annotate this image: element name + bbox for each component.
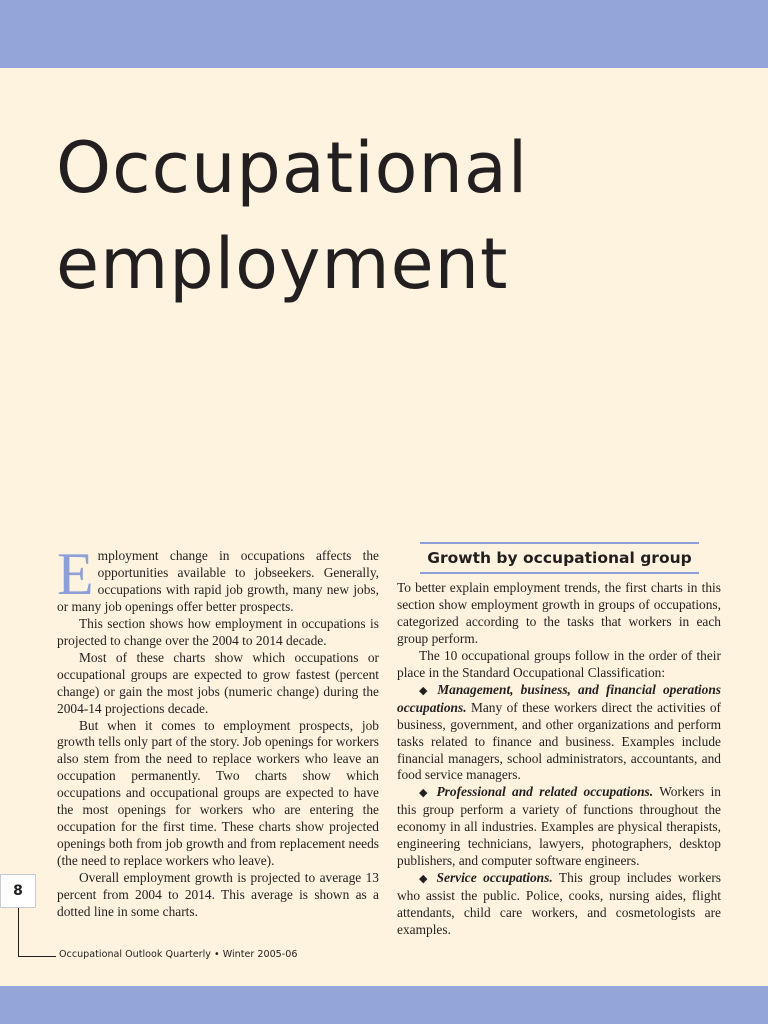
intro-text: mployment change in occupations affects the opportunities available to jobseekers. Generally, occupations with rapid job growth, many new jobs, or many job openings offer better prospects. [57, 548, 379, 614]
footer-rule-horizontal [18, 956, 56, 957]
title-line-1: Occupational [56, 127, 529, 209]
diamond-bullet-icon: ◆ [419, 684, 432, 697]
group-item [397, 870, 721, 939]
diamond-bullet-icon: ◆ [419, 787, 431, 800]
diamond-bullet-icon: ◆ [419, 873, 431, 886]
group-item [397, 682, 721, 785]
paragraph-5: Overall employment growth is projected to average 13 percent from 2004 to 2014. This average is shown as a dotted line in some charts. [57, 870, 379, 920]
intro-paragraph [57, 541, 379, 616]
group-item [397, 784, 721, 870]
right-paragraph-1: To better explain employment trends, the first charts in this section show employment growth in groups of occupations, categorized according to the tasks that workers in each group perform. [397, 580, 721, 646]
page-number: 8 [0, 874, 36, 908]
footer-text: Occupational Outlook Quarterly • Winter 2005-06 [59, 949, 298, 960]
drop-cap: E [57, 541, 94, 607]
right-column [397, 580, 721, 939]
paragraph-3: Most of these charts show which occupations or occupational groups are expected to grow fastest (percent change) or gain the most jobs (numeric change) during the 2004-14 projections decade. [57, 649, 379, 716]
group-term: Professional and related occupations. [436, 784, 654, 800]
footer-rule-vertical [18, 908, 19, 957]
group-description: Many of these workers direct the activities of business, government, and other organizations and perform tasks related to finance and business. Examples include financial managers, school administrators, accountants, and food service managers. [397, 699, 721, 783]
section-heading: Growth by occupational group [420, 542, 699, 574]
paragraph-4: But when it comes to employment prospects, job growth tells only part of the story. Job openings for workers also stem from the need to replace workers who leave an occupation permanently. Two charts show which occupations and occupational groups are expected to have the most openings for workers who are entering the occupation for the first time. These charts show projected openings both from job growth and from replacement needs (the need to replace workers who leave). [57, 717, 379, 869]
group-term: Management, business, and financial operations occupations. [397, 681, 721, 715]
paragraph-2: This section shows how employment in occupations is projected to change over the 2004 to 2014 decade. [57, 615, 379, 648]
bottom-color-band [0, 986, 768, 1024]
left-column [57, 541, 379, 921]
group-description: Workers in this group perform a variety of functions throughout the economy in all industries. Examples are physical therapists, engineering technicians, lawyers, photographers, desktop publishers, and computer software engineers. [397, 784, 721, 869]
top-color-band [0, 0, 768, 68]
title-line-2: employment [56, 223, 509, 305]
group-description: This group includes workers who assist the public. Police, cooks, nursing aides, flight attendants, child care workers, and cosmetologists are examples. [397, 870, 721, 938]
page-title [56, 120, 736, 312]
group-term: Service occupations. [436, 870, 553, 886]
right-paragraph-2: The 10 occupational groups follow in the order of their place in the Standard Occupational Classification: [397, 647, 721, 680]
